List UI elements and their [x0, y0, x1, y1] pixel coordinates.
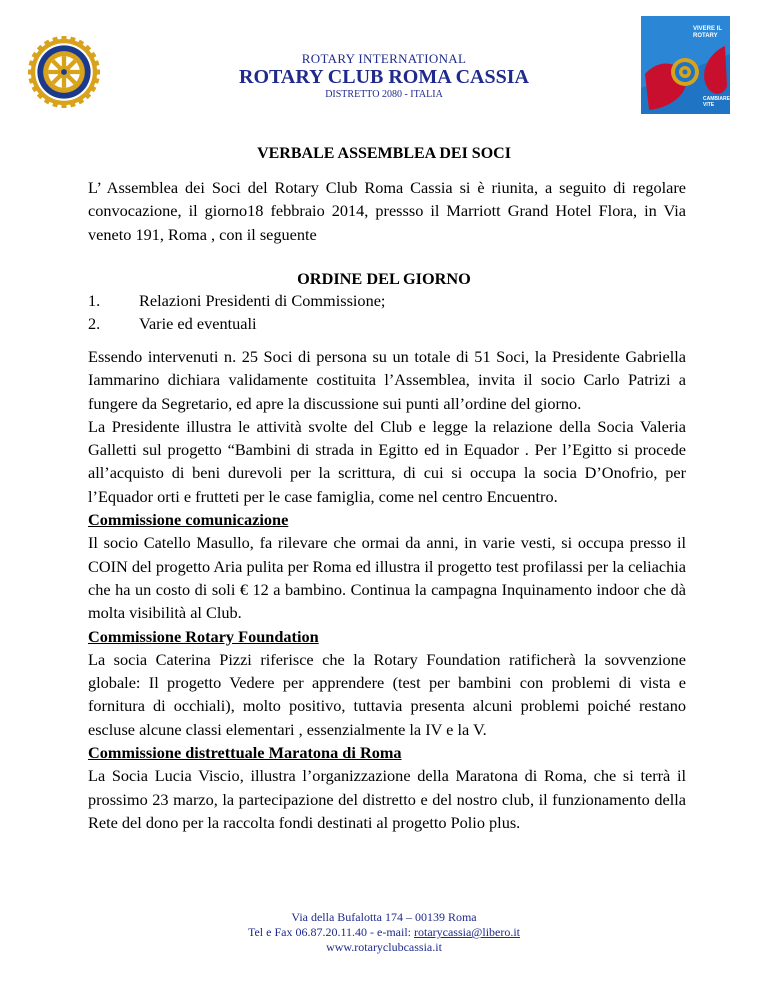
district-line: DISTRETTO 2080 - ITALIA: [325, 89, 443, 100]
website-link[interactable]: www.rotaryclubcassia.it: [326, 940, 442, 954]
president-report-paragraph: La Presidente illustra le attività svolte del Club e legge la relazione della Socia Valeria Galletti sul progetto “Bambini di strada in Egitto ed in Equador . Per l’Egitto si procede all’acquisto di beni durevoli per la scrittura, di cui si occupa la socia D’Onofrio, per l’Equador orti e frutteti per le case famiglia, come nel centro Encuentro.: [88, 416, 686, 506]
club-name-line: ROTARY CLUB ROMA CASSIA: [239, 66, 529, 88]
agenda-list: [88, 289, 385, 336]
section-text-marathon: La Socia Lucia Viscio, illustra l’organizzazione della Maratona di Roma, che si terrà il prossimo 23 marzo, la partecipazione del distretto e del nostro club, il funzionamento della Rete del dono per la raccolta fondi destinati al progetto Polio plus.: [88, 766, 686, 832]
agenda-number: 1.: [88, 291, 101, 310]
page-footer: [0, 910, 768, 955]
agenda-item: [88, 289, 385, 312]
section-heading-communication: Commissione comunicazione: [88, 510, 289, 530]
agenda-text: Varie ed eventuali: [139, 314, 257, 334]
logo-text-bottom-1: CAMBIARE: [703, 96, 730, 102]
agenda-number: 2.: [88, 314, 101, 334]
attendance-paragraph: Essendo intervenuti n. 25 Soci di persona su un totale di 51 Soci, la Presidente Gabriella Iammarino dichiara validamente costituita l’Assemblea, invita il socio Carlo Patrizi a fungere da Segretario, ed apre la discussione sui punti all’ordine del giorno.: [88, 347, 686, 413]
section-heading-foundation: Commissione Rotary Foundation: [88, 626, 319, 646]
theme-logo: [641, 16, 730, 114]
footer-phone: Tel e Fax 06.87.20.11.40 - e-mail:: [247, 925, 414, 939]
section-text-communication: Il socio Catello Masullo, fa rilevare che ormai da anni, in varie vesti, si occupa presso il COIN del progetto Aria pulita per Roma ed illustra il progetto test profilassi per la celiachia che ha un costo di soli € 12 a bambino. Continua la campagna Inquinamento indoor che dà molta visibilità al Club.: [88, 533, 686, 623]
email-link[interactable]: rotarycassia@libero.it: [414, 925, 521, 939]
org-name-line: ROTARY INTERNATIONAL: [301, 51, 467, 66]
minutes-body: [88, 345, 686, 834]
agenda-text: Relazioni Presidenti di Commissione;: [139, 291, 386, 310]
agenda-title: ORDINE DEL GIORNO: [297, 269, 471, 288]
logo-text-top-2: ROTARY: [693, 33, 718, 39]
intro-paragraph: [88, 176, 686, 246]
section-heading-marathon: Commissione distrettuale Maratona di Roma: [88, 743, 402, 763]
logo-text-bottom-2: VITE: [703, 102, 715, 108]
document-title: VERBALE ASSEMBLEA DEI SOCI: [257, 145, 511, 162]
footer-address: Via della Bufalotta 174 – 00139 Roma: [291, 910, 477, 924]
footer-contacts: [0, 925, 768, 940]
agenda-item: [88, 312, 385, 335]
intro-text: L’ Assemblea dei Soci del Rotary Club Roma Cassia si è riunita, a seguito di regolare convocazione, il giorno18 febbraio 2014, pressso il Marriott Grand Hotel Flora, in Via veneto 191, Roma , con il seguente: [88, 178, 686, 244]
logo-text-top-1: VIVERE IL: [693, 26, 723, 32]
section-text-foundation: La socia Caterina Pizzi riferisce che la Rotary Foundation ratificherà la sovvenzione globale: Il progetto Vedere per apprendere (test per bambini con problemi di vista e fornitura di occhiali), molto positivo, tuttavia presenta alcuni problemi poiché restano escluse alcune classi elementari , essenzialmente la IV e la V.: [88, 649, 686, 739]
